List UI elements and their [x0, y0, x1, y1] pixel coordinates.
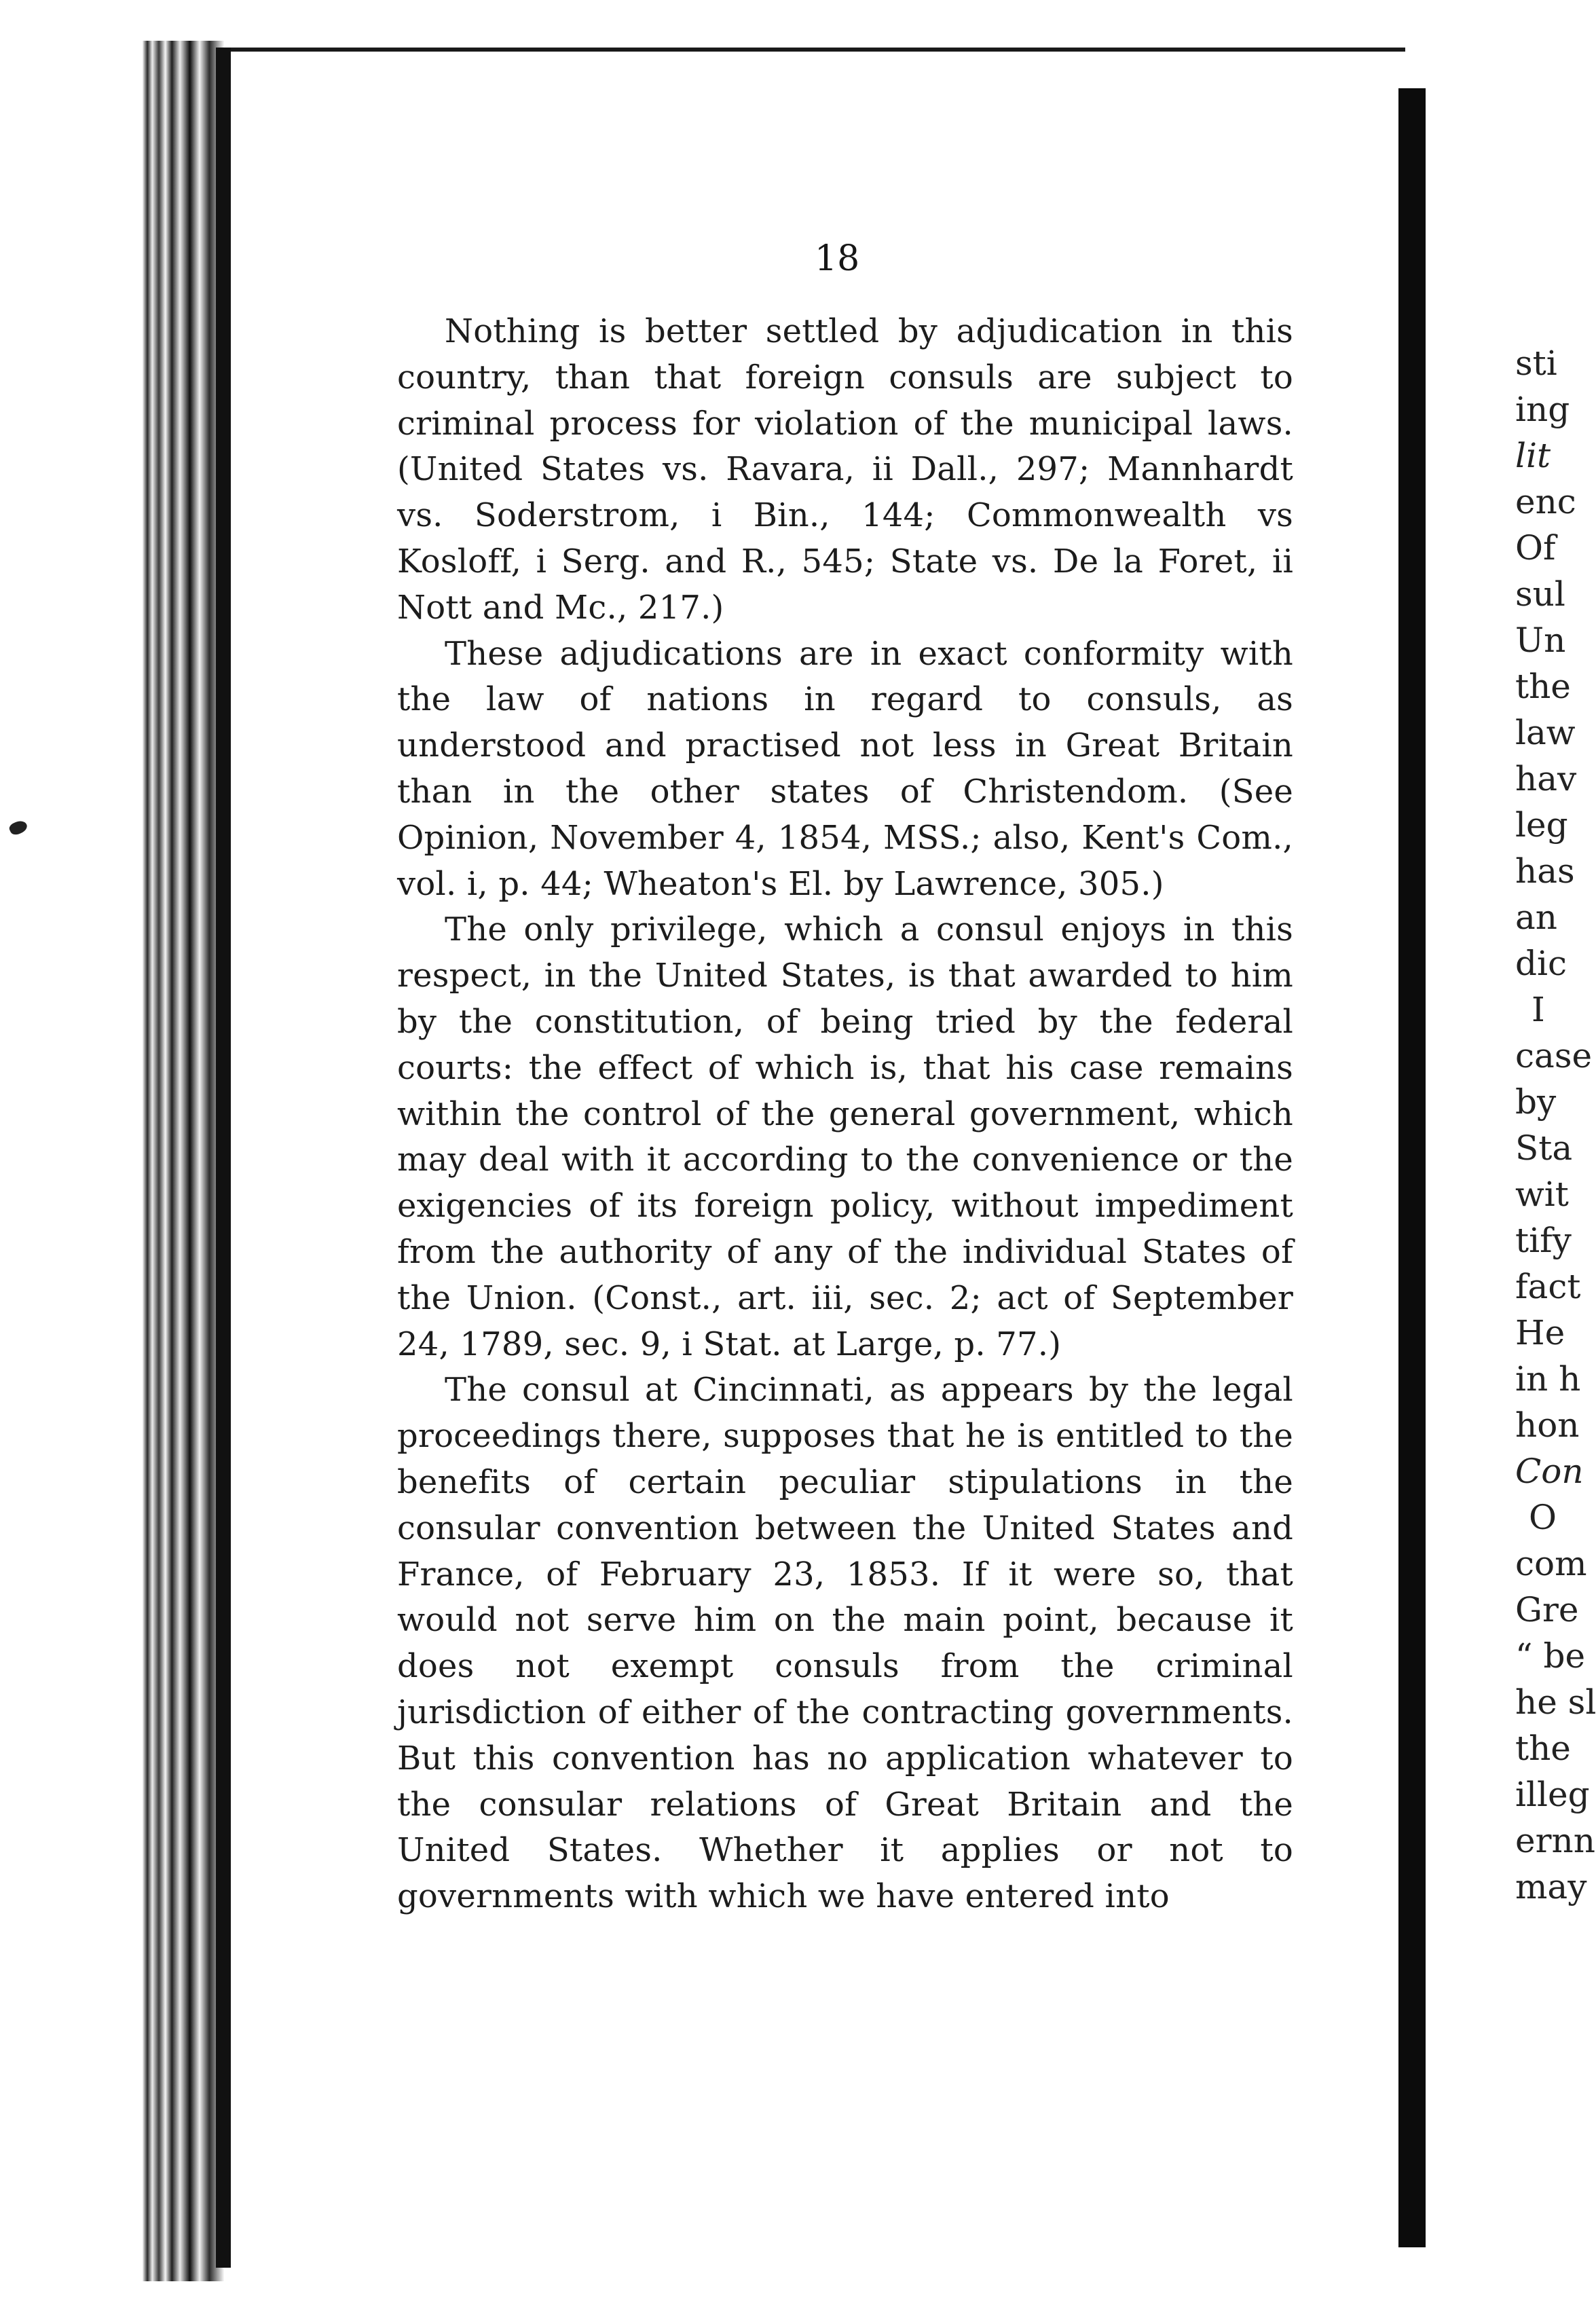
paragraph: The consul at Cincinnati, as appears by the legal proceedings there, supposes that he is entitled to the benefits of certain peculiar stipulations in the consular convention between the United States and France, of February 23, 1853. If it were so, that would not serve him on the main point, because it does not exempt consuls from the criminal jurisdiction of either of the contracting governments. But this convention has no application whatever to the consular relations of Great Britain and the United States. Whether it applies or not to governments with which we have entered into	[397, 1371, 1293, 1916]
page-gutter	[1398, 88, 1426, 2247]
facing-page-fragment: has	[1515, 851, 1575, 891]
facing-page-fragment: the	[1515, 1729, 1571, 1768]
facing-page-fragment: hon	[1515, 1405, 1580, 1445]
scan-smudge	[7, 818, 29, 836]
facing-page-fragment: dic	[1515, 944, 1567, 983]
facing-page-fragment: Of	[1515, 528, 1556, 568]
facing-page-fragment: enc	[1515, 482, 1576, 521]
paragraph: Nothing is better settled by adjudication in this country, than that foreign consuls are subject to criminal process for violation of the municipal laws. (United States vs. Ravara, ii Dall., 297; Mannhardt vs. Soderstrom, i Bin., 144; Commonwealth vs Kosloff, i Serg. and R., 545; State vs. De la Foret, ii Nott and Mc., 217.)	[397, 312, 1293, 627]
facing-page-fragment: tify	[1515, 1221, 1572, 1260]
facing-page-fragment: sul	[1515, 574, 1565, 614]
paragraph: The only privilege, which a consul enjoys in this respect, in the United States, is that awarded to him by the constitution, of being tried by the federal courts: the effect of which is, that his case remains within the control of the general government, which may deal with it according to the convenience or the exigencies of its foreign policy, without impediment from the authority of any of the individual States of the Union. (Const., art. iii, sec. 2; act of September 24, 1789, sec. 9, i Stat. at Large, p. 77.)	[397, 910, 1293, 1363]
facing-page-fragment: law	[1515, 713, 1576, 752]
facing-page-fragment: illeg	[1515, 1775, 1590, 1814]
facing-page-fragment: an	[1515, 898, 1558, 937]
page-number: 18	[815, 238, 860, 279]
facing-page-fragment: He	[1515, 1313, 1565, 1352]
facing-page-fragment: ing	[1515, 390, 1570, 429]
facing-page-fragment: com	[1515, 1544, 1587, 1583]
facing-page-fragment: I	[1532, 990, 1545, 1029]
paragraph: These adjudications are in exact conformity with the law of nations in regard to consuls, as understood and practised not less in Great Britain than in the other states of Christendom. (See Opinion, November 4, 1854, MSS.; also, Kent's Com., vol. i, p. 44; Wheaton's El. by Lawrence, 305.)	[397, 634, 1293, 903]
facing-page-edge	[1426, 88, 1596, 2247]
page-body	[397, 309, 1293, 1920]
facing-page-fragment: in h	[1515, 1359, 1581, 1399]
facing-page-fragment: Con	[1515, 1452, 1584, 1491]
facing-page-fragment: ernn	[1515, 1821, 1595, 1860]
facing-page-fragment: leg	[1515, 805, 1568, 845]
facing-page-fragment: sti	[1515, 344, 1557, 383]
facing-page-fragment: he sl	[1515, 1682, 1596, 1722]
facing-page-fragment: may	[1515, 1867, 1587, 1906]
binding-edge	[216, 48, 231, 2268]
facing-page-fragment: lit	[1515, 436, 1551, 475]
facing-page-fragment: hav	[1515, 759, 1577, 798]
facing-page-fragment: fact	[1515, 1267, 1581, 1306]
facing-page-fragment: the	[1515, 667, 1571, 706]
book-binding	[143, 41, 224, 2281]
facing-page-fragment: Gre	[1515, 1590, 1579, 1629]
facing-page-fragment: “ be	[1515, 1636, 1586, 1676]
facing-page-fragment: by	[1515, 1082, 1557, 1122]
facing-page-fragment: wit	[1515, 1175, 1569, 1214]
facing-page-fragment: Sta	[1515, 1128, 1573, 1168]
facing-page-fragment: Un	[1515, 621, 1566, 660]
facing-page-fragment: case	[1515, 1036, 1593, 1075]
facing-page-fragment: O	[1529, 1498, 1557, 1537]
